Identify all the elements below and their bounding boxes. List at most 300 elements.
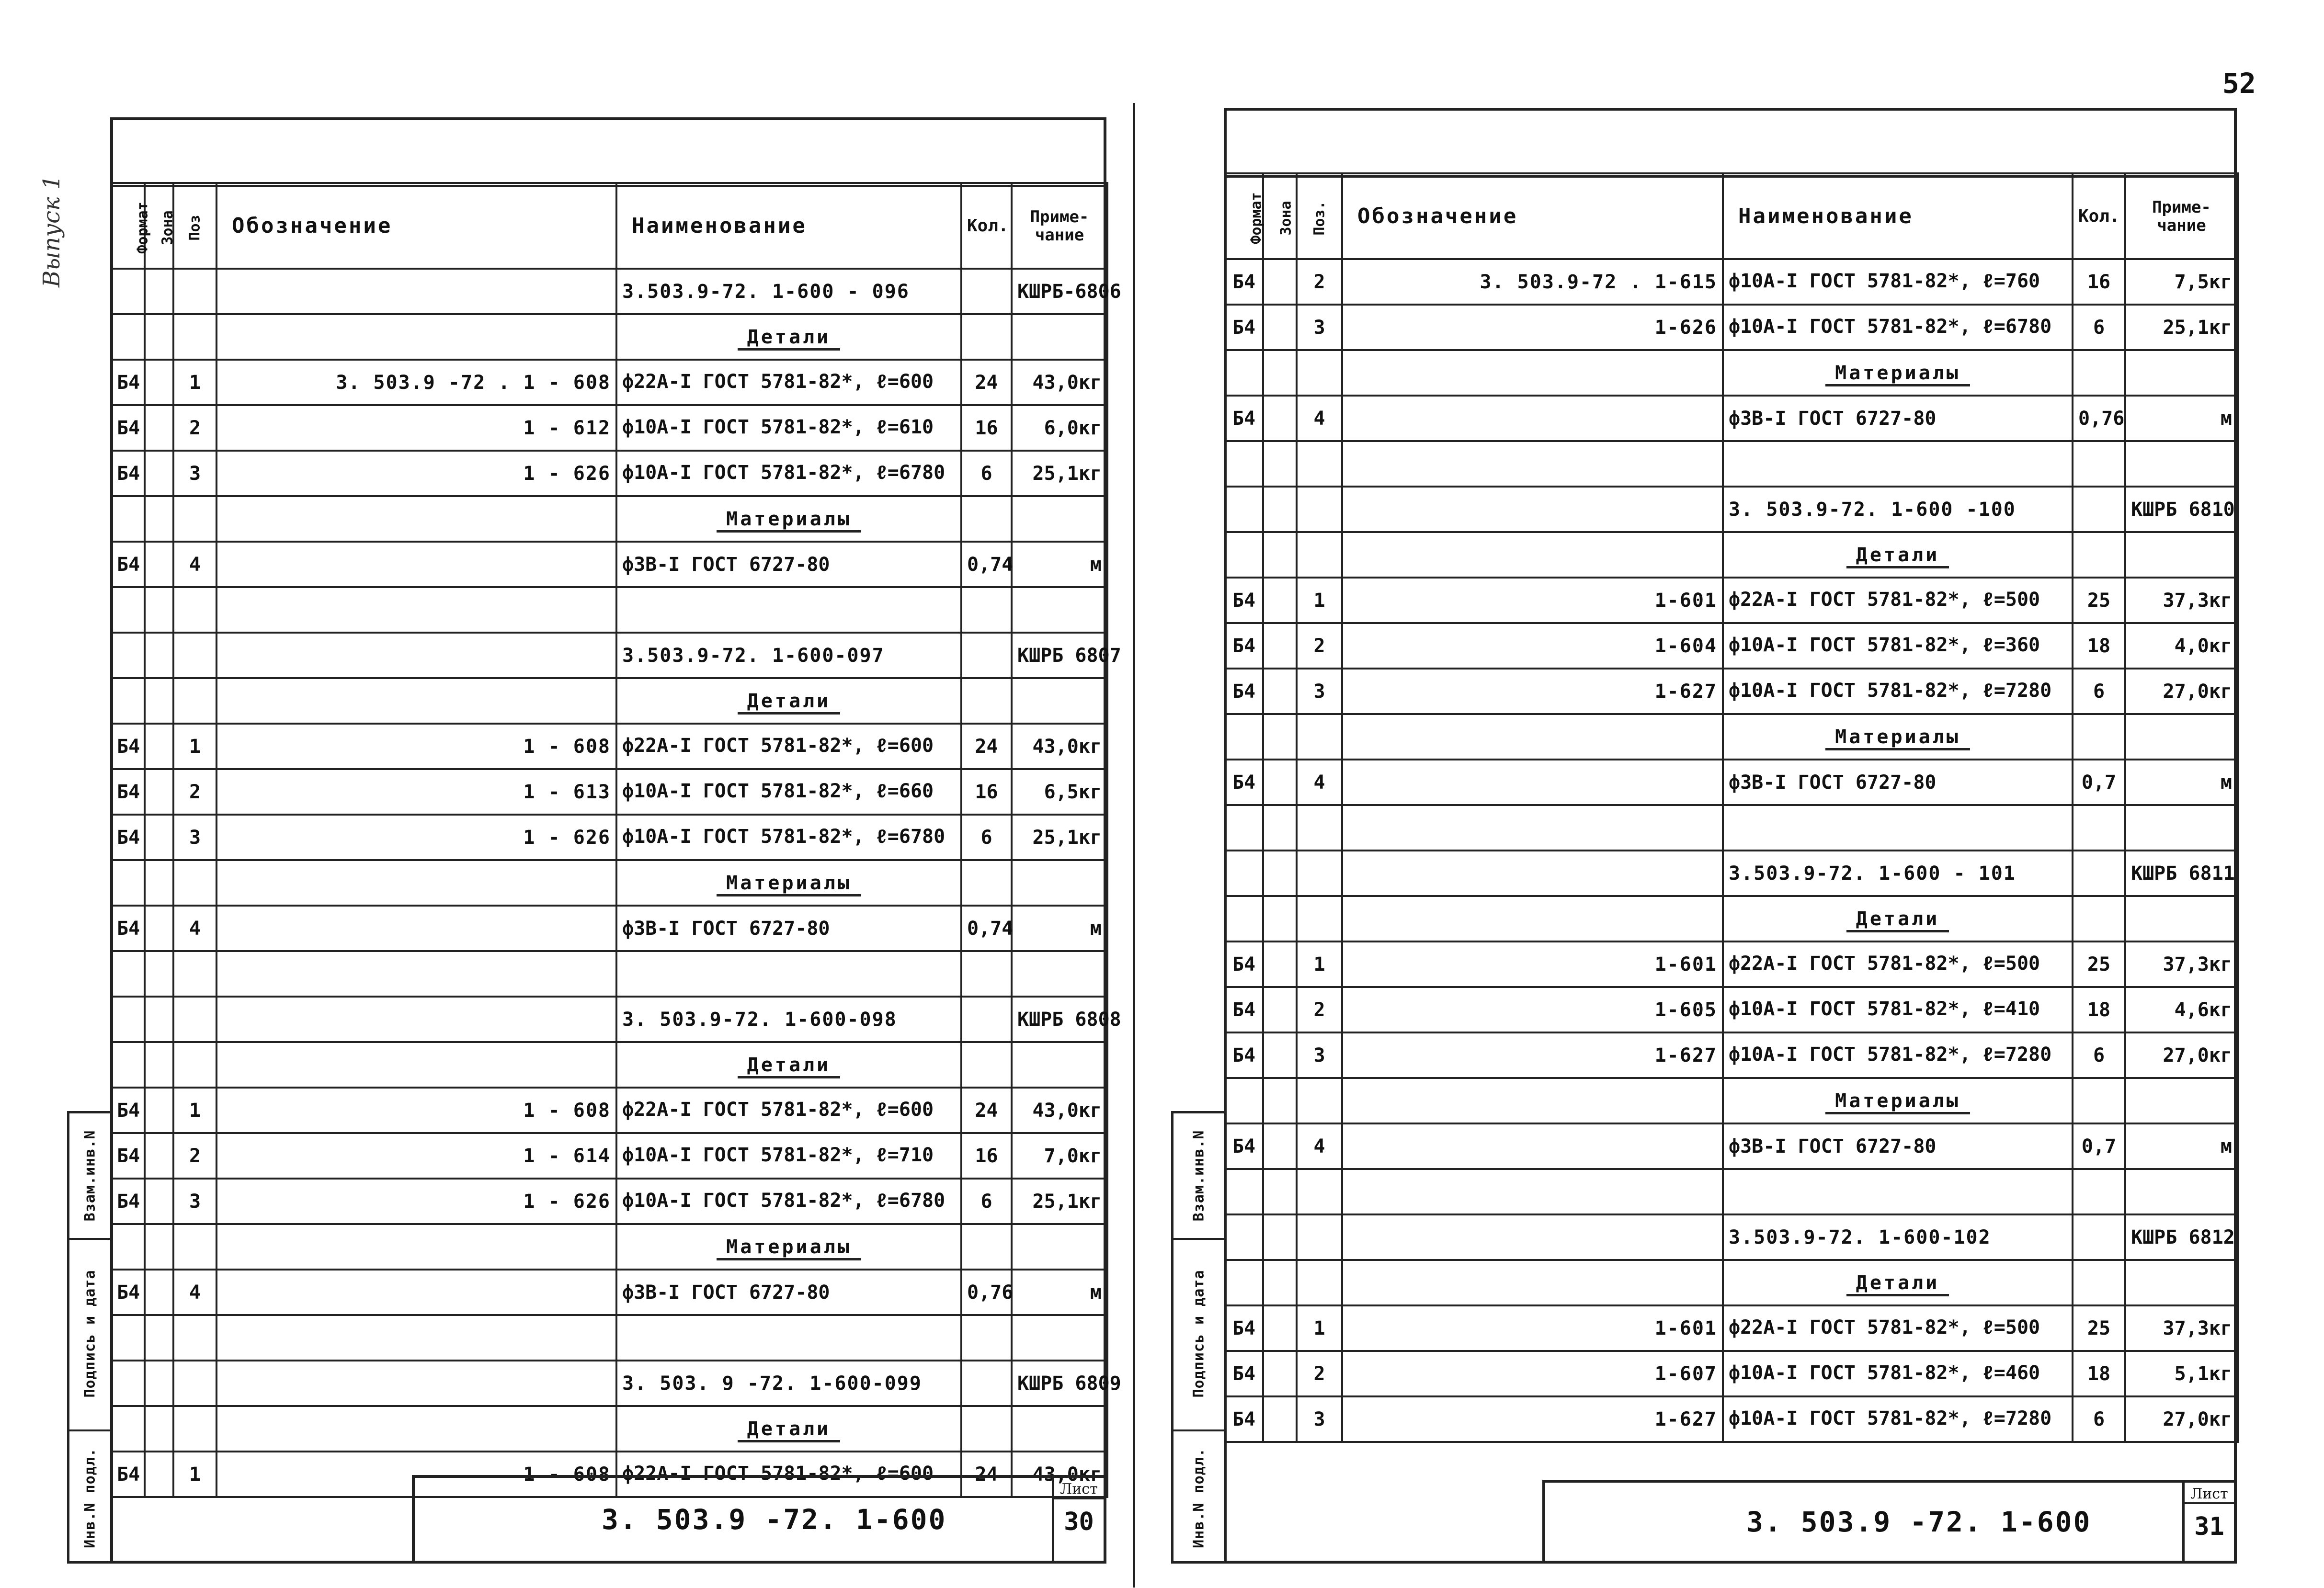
col-header-zone: Зона bbox=[1263, 173, 1297, 259]
cell-quantity: 0,7 bbox=[2073, 1123, 2125, 1169]
cell-format: Б4 bbox=[111, 815, 145, 860]
table-row bbox=[111, 587, 1107, 633]
cell-zone bbox=[145, 769, 173, 815]
cell-zone bbox=[145, 496, 173, 542]
cell-designation bbox=[1342, 396, 1723, 441]
cell-designation: 1-626 bbox=[1342, 305, 1723, 350]
cell-format bbox=[111, 1361, 145, 1406]
cell-designation: 1-605 bbox=[1342, 987, 1723, 1032]
cell-quantity: 6 bbox=[2073, 1032, 2125, 1078]
cell-format: Б4 bbox=[1225, 1305, 1263, 1351]
cell-note: 43,0кг bbox=[1012, 1088, 1107, 1133]
cell-position: 4 bbox=[1297, 760, 1342, 805]
cell-position bbox=[173, 314, 216, 360]
cell-position: 1 bbox=[173, 724, 216, 769]
cell-name: ф3В-I ГОСТ 6727-80 bbox=[1723, 396, 2073, 441]
cell-designation bbox=[1342, 350, 1723, 396]
cell-position bbox=[173, 587, 216, 633]
cell-quantity: 25 bbox=[2073, 941, 2125, 987]
cell-format bbox=[1225, 1169, 1263, 1214]
section-header-row bbox=[1225, 1260, 2238, 1305]
sheet-number-box bbox=[2182, 1483, 2234, 1561]
cell-quantity: 0,76 bbox=[961, 1270, 1012, 1315]
cell-name bbox=[616, 587, 961, 633]
cell-quantity bbox=[2073, 714, 2125, 760]
table-row bbox=[111, 724, 1107, 769]
table-row bbox=[111, 1179, 1107, 1224]
cell-quantity: 6 bbox=[961, 815, 1012, 860]
cell-name: ф10А-I ГОСТ 5781-82*, ℓ=6780 bbox=[616, 1179, 961, 1224]
cell-position: 3 bbox=[173, 451, 216, 496]
cell-designation: 1-627 bbox=[1342, 669, 1723, 714]
cell-quantity bbox=[2073, 1214, 2125, 1260]
assembly-row bbox=[111, 269, 1107, 314]
cell-quantity bbox=[2073, 851, 2125, 896]
cell-quantity: 0,74 bbox=[961, 906, 1012, 951]
cell-quantity: 16 bbox=[2073, 259, 2125, 305]
cell-format: Б4 bbox=[111, 1270, 145, 1315]
cell-note bbox=[1012, 860, 1107, 906]
table-row bbox=[1225, 941, 2238, 987]
table-row bbox=[1225, 305, 2238, 350]
cell-name bbox=[616, 951, 961, 997]
cell-designation bbox=[1342, 805, 1723, 851]
cell-designation: 1 - 608 bbox=[216, 724, 616, 769]
cell-zone bbox=[1263, 1032, 1297, 1078]
cell-zone bbox=[145, 405, 173, 451]
cell-designation: 1 - 608 bbox=[216, 1088, 616, 1133]
cell-designation bbox=[216, 542, 616, 587]
cell-zone bbox=[145, 997, 173, 1042]
table-row bbox=[1225, 1123, 2238, 1169]
cell-note: 6,0кг bbox=[1012, 405, 1107, 451]
cell-format bbox=[111, 1315, 145, 1361]
cell-format bbox=[111, 269, 145, 314]
cell-zone bbox=[1263, 669, 1297, 714]
cell-note: м bbox=[1012, 542, 1107, 587]
page-number: 52 bbox=[2222, 67, 2256, 100]
cell-format bbox=[111, 1224, 145, 1270]
cell-quantity bbox=[2073, 1260, 2125, 1305]
cell-quantity bbox=[961, 269, 1012, 314]
sheet-top-band bbox=[113, 120, 1104, 187]
cell-note: 7,5кг bbox=[2125, 259, 2238, 305]
cell-note: КШРБ 6810 bbox=[2125, 487, 2238, 532]
stamp-cell-signature-date: Подпись и дата bbox=[1173, 1238, 1224, 1431]
cell-note: КШРБ 6808 bbox=[1012, 997, 1107, 1042]
cell-zone bbox=[1263, 305, 1297, 350]
side-stamp-strip-right bbox=[1171, 1111, 1226, 1564]
cell-position bbox=[1297, 1214, 1342, 1260]
table-row bbox=[111, 906, 1107, 951]
cell-note bbox=[1012, 1315, 1107, 1361]
cell-zone bbox=[145, 1270, 173, 1315]
cell-note bbox=[1012, 678, 1107, 724]
cell-name: ф22А-I ГОСТ 5781-82*, ℓ=600 bbox=[616, 1088, 961, 1133]
table-row bbox=[1225, 1169, 2238, 1214]
title-block-left bbox=[412, 1475, 1106, 1564]
section-header-row bbox=[111, 860, 1107, 906]
section-header-row bbox=[111, 1042, 1107, 1088]
cell-zone bbox=[145, 314, 173, 360]
cell-position bbox=[1297, 1169, 1342, 1214]
cell-designation: 1 - 612 bbox=[216, 405, 616, 451]
cell-quantity bbox=[961, 1042, 1012, 1088]
cell-quantity bbox=[961, 951, 1012, 997]
col-header-designation: Обозначение bbox=[216, 183, 616, 269]
cell-note: 25,1кг bbox=[1012, 451, 1107, 496]
cell-format bbox=[111, 496, 145, 542]
table-row bbox=[111, 1270, 1107, 1315]
cell-format: Б4 bbox=[1225, 941, 1263, 987]
cell-quantity bbox=[961, 633, 1012, 678]
cell-note: м bbox=[2125, 396, 2238, 441]
cell-designation: 1-601 bbox=[1342, 941, 1723, 987]
cell-designation: 1 - 614 bbox=[216, 1133, 616, 1179]
cell-note bbox=[2125, 532, 2238, 578]
cell-quantity: 0,76 bbox=[2073, 396, 2125, 441]
table-row bbox=[1225, 805, 2238, 851]
cell-note: 25,1кг bbox=[1012, 1179, 1107, 1224]
table-row bbox=[111, 951, 1107, 997]
cell-position: 4 bbox=[1297, 1123, 1342, 1169]
cell-position: 2 bbox=[1297, 623, 1342, 669]
col-header-format: Формат bbox=[111, 183, 145, 269]
specification-table-left bbox=[110, 182, 1121, 1498]
cell-note: 5,1кг bbox=[2125, 1351, 2238, 1396]
cell-position: 1 bbox=[173, 1452, 216, 1497]
section-title: Детали bbox=[738, 326, 841, 351]
cell-position: 2 bbox=[1297, 987, 1342, 1032]
cell-zone bbox=[145, 1361, 173, 1406]
cell-position bbox=[1297, 350, 1342, 396]
cell-format bbox=[111, 587, 145, 633]
col-header-name: Наименование bbox=[1723, 173, 2073, 259]
table-row bbox=[1225, 623, 2238, 669]
cell-designation: 1-601 bbox=[1342, 578, 1723, 623]
section-title: Материалы bbox=[1825, 362, 1970, 386]
cell-name bbox=[616, 1406, 961, 1452]
cell-name bbox=[1723, 532, 2073, 578]
cell-name: ф10А-I ГОСТ 5781-82*, ℓ=460 bbox=[1723, 1351, 2073, 1396]
cell-format: Б4 bbox=[1225, 1032, 1263, 1078]
cell-quantity bbox=[961, 587, 1012, 633]
cell-zone bbox=[145, 587, 173, 633]
cell-format bbox=[1225, 350, 1263, 396]
cell-zone bbox=[1263, 851, 1297, 896]
section-title: Материалы bbox=[717, 872, 861, 896]
table-row bbox=[111, 542, 1107, 587]
cell-zone bbox=[1263, 1123, 1297, 1169]
cell-designation bbox=[216, 269, 616, 314]
cell-format bbox=[111, 860, 145, 906]
cell-note: 25,1кг bbox=[1012, 815, 1107, 860]
cell-zone bbox=[145, 1133, 173, 1179]
cell-format bbox=[1225, 805, 1263, 851]
cell-zone bbox=[145, 1315, 173, 1361]
cell-note bbox=[2125, 714, 2238, 760]
cell-zone bbox=[145, 860, 173, 906]
assembly-row bbox=[1225, 1214, 2238, 1260]
document-code: 3. 503.9 -72. 1-600 bbox=[602, 1503, 947, 1536]
cell-name: ф10А-I ГОСТ 5781-82*, ℓ=6780 bbox=[616, 815, 961, 860]
sheet-label: Лист bbox=[1054, 1481, 1104, 1499]
cell-name: ф10А-I ГОСТ 5781-82*, ℓ=6780 bbox=[616, 451, 961, 496]
cell-format bbox=[111, 997, 145, 1042]
section-title: Материалы bbox=[1825, 1090, 1970, 1114]
cell-format bbox=[1225, 1260, 1263, 1305]
cell-designation: 1 - 626 bbox=[216, 815, 616, 860]
cell-note bbox=[1012, 496, 1107, 542]
cell-name: ф3В-I ГОСТ 6727-80 bbox=[616, 542, 961, 587]
cell-zone bbox=[145, 451, 173, 496]
cell-designation bbox=[1342, 714, 1723, 760]
cell-format bbox=[1225, 851, 1263, 896]
cell-name: ф10А-I ГОСТ 5781-82*, ℓ=6780 bbox=[1723, 305, 2073, 350]
cell-note: м bbox=[1012, 906, 1107, 951]
cell-quantity bbox=[2073, 805, 2125, 851]
cell-position: 1 bbox=[1297, 1305, 1342, 1351]
cell-zone bbox=[145, 906, 173, 951]
table-row bbox=[1225, 669, 2238, 714]
cell-position: 4 bbox=[173, 906, 216, 951]
cell-position bbox=[1297, 532, 1342, 578]
cell-zone bbox=[145, 542, 173, 587]
cell-format: Б4 bbox=[111, 769, 145, 815]
cell-designation bbox=[216, 496, 616, 542]
cell-note: 37,3кг bbox=[2125, 578, 2238, 623]
cell-designation bbox=[1342, 532, 1723, 578]
cell-quantity bbox=[961, 678, 1012, 724]
cell-designation: 1 - 626 bbox=[216, 1179, 616, 1224]
section-title: Материалы bbox=[717, 1236, 861, 1260]
stamp-cell-vzam-inv: Взам.инв.N bbox=[69, 1113, 110, 1240]
assembly-row bbox=[111, 1361, 1107, 1406]
cell-note bbox=[2125, 896, 2238, 941]
cell-note: 4,0кг bbox=[2125, 623, 2238, 669]
cell-name: 3. 503.9-72. 1-600 -100 bbox=[1723, 487, 2073, 532]
cell-designation: 1 - 608 bbox=[216, 1452, 616, 1497]
cell-name bbox=[1723, 1260, 2073, 1305]
section-header-row bbox=[1225, 532, 2238, 578]
cell-name bbox=[1723, 1169, 2073, 1214]
col-header-quantity: Кол. bbox=[961, 183, 1012, 269]
section-header-row bbox=[1225, 1078, 2238, 1123]
assembly-row bbox=[111, 633, 1107, 678]
cell-designation bbox=[1342, 487, 1723, 532]
cell-quantity bbox=[961, 997, 1012, 1042]
cell-quantity bbox=[2073, 350, 2125, 396]
cell-designation bbox=[216, 1270, 616, 1315]
cell-zone bbox=[1263, 487, 1297, 532]
cell-note bbox=[1012, 1042, 1107, 1088]
cell-note: 4,6кг bbox=[2125, 987, 2238, 1032]
cell-name: ф10А-I ГОСТ 5781-82*, ℓ=7280 bbox=[1723, 1032, 2073, 1078]
cell-zone bbox=[1263, 714, 1297, 760]
cell-quantity bbox=[2073, 487, 2125, 532]
cell-position bbox=[173, 860, 216, 906]
cell-name: ф10А-I ГОСТ 5781-82*, ℓ=360 bbox=[1723, 623, 2073, 669]
cell-designation: 1-627 bbox=[1342, 1396, 1723, 1442]
cell-name bbox=[616, 1042, 961, 1088]
col-header-zone: Зона bbox=[145, 183, 173, 269]
cell-quantity: 25 bbox=[2073, 1305, 2125, 1351]
cell-note: м bbox=[2125, 760, 2238, 805]
cell-designation bbox=[1342, 896, 1723, 941]
col-header-note: Приме-чание bbox=[2125, 173, 2238, 259]
cell-format: Б4 bbox=[1225, 623, 1263, 669]
cell-quantity: 6 bbox=[2073, 669, 2125, 714]
cell-zone bbox=[1263, 259, 1297, 305]
cell-note: 43,0кг bbox=[1012, 724, 1107, 769]
section-header-row bbox=[111, 496, 1107, 542]
cell-note bbox=[2125, 441, 2238, 487]
cell-note bbox=[2125, 1260, 2238, 1305]
cell-quantity: 6 bbox=[961, 1179, 1012, 1224]
cell-name: ф10А-I ГОСТ 5781-82*, ℓ=660 bbox=[616, 769, 961, 815]
cell-name bbox=[616, 314, 961, 360]
cell-designation bbox=[1342, 760, 1723, 805]
cell-position bbox=[173, 1315, 216, 1361]
cell-quantity: 0,7 bbox=[2073, 760, 2125, 805]
cell-note: м bbox=[2125, 1123, 2238, 1169]
cell-format bbox=[1225, 532, 1263, 578]
stamp-cell-vzam-inv: Взам.инв.N bbox=[1173, 1113, 1224, 1240]
cell-quantity bbox=[2073, 441, 2125, 487]
cell-quantity: 18 bbox=[2073, 987, 2125, 1032]
cell-name bbox=[1723, 896, 2073, 941]
cell-position bbox=[1297, 1078, 1342, 1123]
cell-name: 3. 503.9-72. 1-600-098 bbox=[616, 997, 961, 1042]
table-header-row bbox=[1225, 173, 2238, 259]
section-title: Детали bbox=[1846, 908, 1949, 932]
cell-position bbox=[1297, 851, 1342, 896]
cell-quantity bbox=[961, 1361, 1012, 1406]
cell-position bbox=[173, 633, 216, 678]
cell-quantity bbox=[961, 1406, 1012, 1452]
cell-note: КШРБ 6807 bbox=[1012, 633, 1107, 678]
cell-position: 3 bbox=[1297, 305, 1342, 350]
cell-position: 4 bbox=[173, 1270, 216, 1315]
cell-format: Б4 bbox=[1225, 305, 1263, 350]
cell-zone bbox=[1263, 1305, 1297, 1351]
cell-designation bbox=[216, 633, 616, 678]
cell-format: Б4 bbox=[111, 1452, 145, 1497]
cell-position bbox=[1297, 441, 1342, 487]
cell-position: 1 bbox=[1297, 578, 1342, 623]
cell-designation: 1 - 626 bbox=[216, 451, 616, 496]
cell-position: 1 bbox=[1297, 941, 1342, 987]
cell-note: 27,0кг bbox=[2125, 1396, 2238, 1442]
col-header-name: Наименование bbox=[616, 183, 961, 269]
cell-designation bbox=[1342, 1260, 1723, 1305]
table-row bbox=[111, 1133, 1107, 1179]
cell-format: Б4 bbox=[111, 1088, 145, 1133]
cell-note: м bbox=[1012, 1270, 1107, 1315]
cell-position bbox=[173, 1361, 216, 1406]
cell-name: 3.503.9-72. 1-600-097 bbox=[616, 633, 961, 678]
table-header-row bbox=[111, 183, 1107, 269]
cell-format bbox=[111, 678, 145, 724]
cell-format: Б4 bbox=[111, 360, 145, 405]
section-title: Детали bbox=[1846, 1272, 1949, 1296]
cell-format bbox=[1225, 714, 1263, 760]
cell-quantity bbox=[2073, 532, 2125, 578]
cell-name bbox=[1723, 350, 2073, 396]
cell-note: 25,1кг bbox=[2125, 305, 2238, 350]
cell-quantity bbox=[961, 1315, 1012, 1361]
table-row bbox=[111, 1088, 1107, 1133]
cell-position: 1 bbox=[173, 1088, 216, 1133]
cell-zone bbox=[1263, 1260, 1297, 1305]
document-code: 3. 503.9 -72. 1-600 bbox=[1746, 1505, 2092, 1538]
section-title: Материалы bbox=[1825, 726, 1970, 750]
cell-position bbox=[173, 269, 216, 314]
table-row bbox=[1225, 259, 2238, 305]
cell-name bbox=[616, 1224, 961, 1270]
cell-note: 6,5кг bbox=[1012, 769, 1107, 815]
section-header-row bbox=[1225, 896, 2238, 941]
cell-note: 27,0кг bbox=[2125, 669, 2238, 714]
cell-name bbox=[1723, 441, 2073, 487]
cell-quantity: 16 bbox=[961, 769, 1012, 815]
section-header-row bbox=[111, 1224, 1107, 1270]
cell-position bbox=[1297, 487, 1342, 532]
cell-quantity: 24 bbox=[961, 360, 1012, 405]
cell-zone bbox=[145, 1452, 173, 1497]
table-body-right bbox=[1225, 259, 2238, 1442]
cell-note: 37,3кг bbox=[2125, 941, 2238, 987]
cell-name: ф3В-I ГОСТ 6727-80 bbox=[616, 906, 961, 951]
cell-position: 3 bbox=[1297, 1032, 1342, 1078]
cell-format: Б4 bbox=[1225, 987, 1263, 1032]
stamp-cell-inv-original: Инв.N подл. bbox=[81, 1447, 98, 1548]
cell-note: КШРБ 6812 bbox=[2125, 1214, 2238, 1260]
cell-position: 2 bbox=[1297, 259, 1342, 305]
cell-format: Б4 bbox=[1225, 578, 1263, 623]
cell-designation bbox=[1342, 1123, 1723, 1169]
col-header-quantity: Кол. bbox=[2073, 173, 2125, 259]
cell-name: ф22А-I ГОСТ 5781-82*, ℓ=500 bbox=[1723, 941, 2073, 987]
cell-position: 2 bbox=[173, 405, 216, 451]
section-header-row bbox=[1225, 714, 2238, 760]
cell-position bbox=[173, 1042, 216, 1088]
cell-quantity bbox=[2073, 896, 2125, 941]
cell-zone bbox=[1263, 1351, 1297, 1396]
cell-designation bbox=[216, 906, 616, 951]
cell-quantity: 24 bbox=[961, 1088, 1012, 1133]
cell-quantity: 16 bbox=[961, 1133, 1012, 1179]
assembly-row bbox=[1225, 851, 2238, 896]
section-header-row bbox=[111, 314, 1107, 360]
cell-note bbox=[1012, 314, 1107, 360]
cell-format bbox=[1225, 487, 1263, 532]
cell-zone bbox=[145, 360, 173, 405]
cell-designation bbox=[216, 1224, 616, 1270]
cell-name: ф3В-I ГОСТ 6727-80 bbox=[1723, 760, 2073, 805]
cell-note bbox=[1012, 1224, 1107, 1270]
cell-zone bbox=[1263, 441, 1297, 487]
col-header-position: Поз bbox=[173, 183, 216, 269]
stamp-cell-inv-original: Инв.N подл. bbox=[1190, 1447, 1207, 1548]
cell-format bbox=[1225, 441, 1263, 487]
table-row bbox=[1225, 1396, 2238, 1442]
cell-zone bbox=[1263, 760, 1297, 805]
cell-name bbox=[1723, 1078, 2073, 1123]
table-row bbox=[111, 815, 1107, 860]
issue-label: Выпуск 1 bbox=[38, 175, 65, 287]
cell-designation: 1-601 bbox=[1342, 1305, 1723, 1351]
